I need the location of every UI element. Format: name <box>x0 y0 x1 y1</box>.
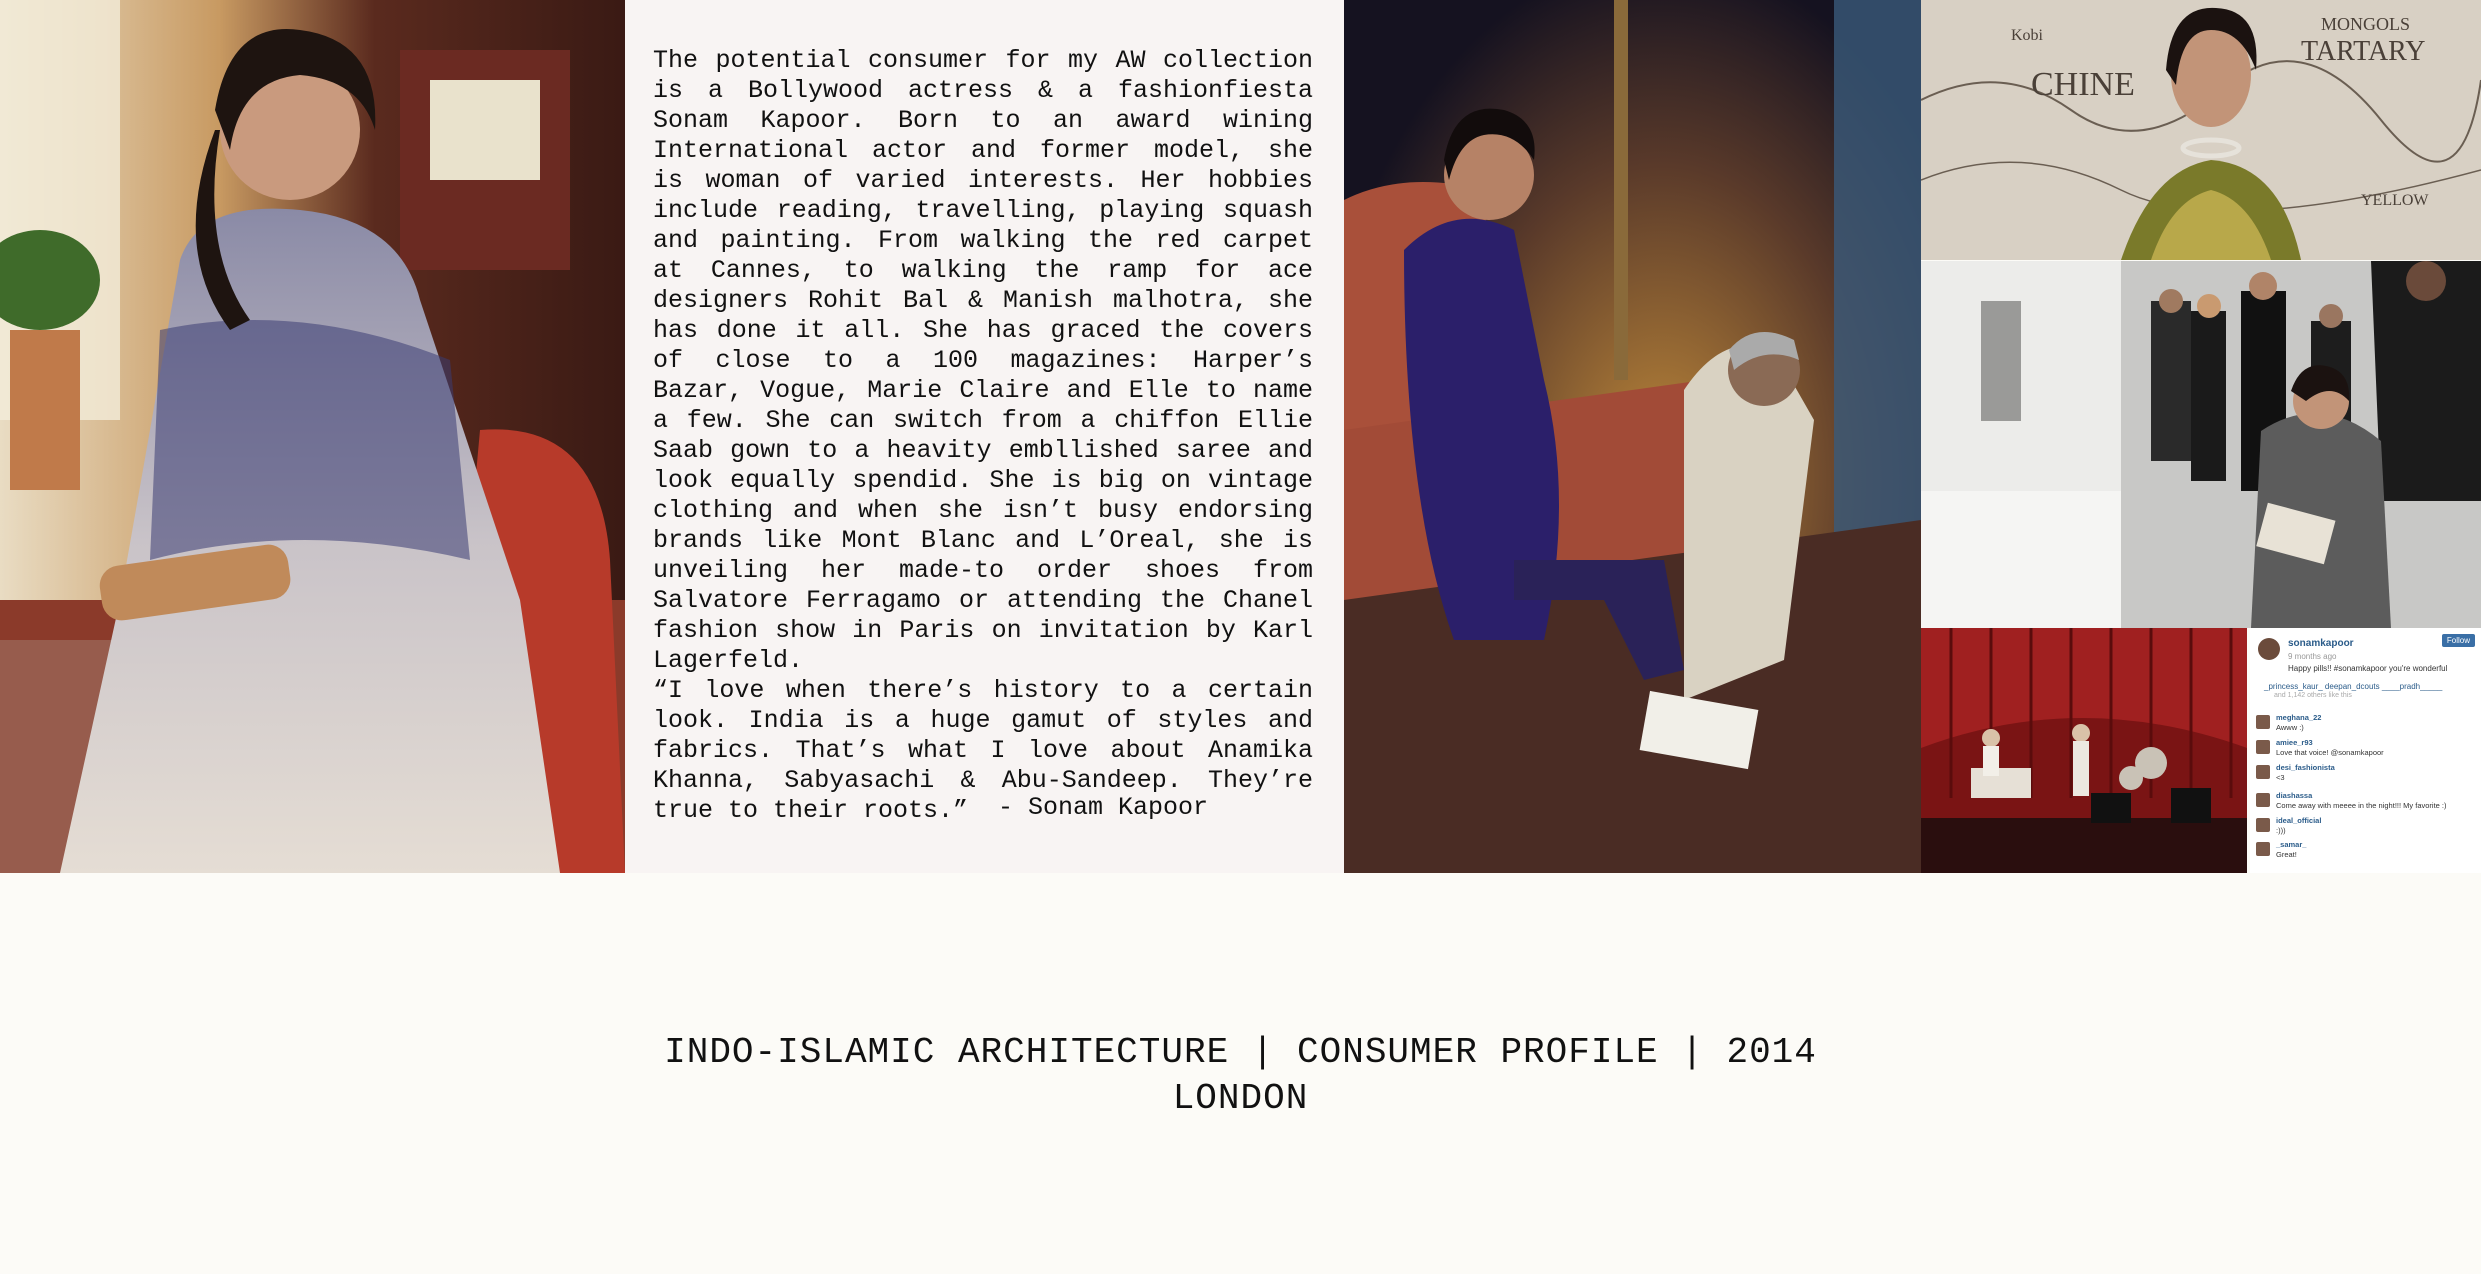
map-label-mongols: MONGOLS <box>2321 14 2411 34</box>
comment-text: :))) <box>2276 826 2286 835</box>
instagram-time: 9 months ago <box>2288 652 2337 661</box>
photo-shoe-fitting <box>1344 0 1921 873</box>
comment-text: Love that voice! @sonamkapoor <box>2276 748 2384 757</box>
photo-map-portrait <box>1921 0 2481 260</box>
comment-text: Awww :) <box>2276 723 2304 732</box>
comment-username: meghana_22 <box>2276 713 2322 722</box>
comment-text: <3 <box>2276 773 2285 782</box>
footer-line-2: LONDON <box>1172 1078 1309 1119</box>
photo-concert-stage <box>1921 628 2247 873</box>
avatar <box>2256 715 2270 729</box>
instagram-comment <box>2256 816 2476 840</box>
comment-text: Great! <box>2276 850 2297 859</box>
instagram-comment <box>2256 713 2476 737</box>
avatar <box>2256 842 2270 856</box>
footer-title <box>0 1030 2481 1122</box>
instagram-post <box>2250 628 2481 873</box>
instagram-caption: Happy pills!! #sonamkapoor you're wonderful <box>2288 664 2448 673</box>
instagram-likes: _princess_kaur_ deepan_dcouts ____pradh_____ <box>2264 682 2443 691</box>
bio-attribution: - Sonam Kapoor <box>998 793 1209 822</box>
comment-username: diashassa <box>2276 791 2313 800</box>
map-label-kobi: Kobi <box>2011 27 2043 44</box>
instagram-header <box>2256 634 2475 674</box>
comment-text: Come away with meeee in the night!!! My favorite :) <box>2276 801 2447 810</box>
instagram-comment <box>2256 840 2476 864</box>
instagram-comment <box>2256 763 2476 787</box>
bio-panel <box>625 0 1344 873</box>
avatar <box>2258 638 2280 660</box>
instagram-comment <box>2256 791 2476 815</box>
avatar <box>2256 818 2270 832</box>
footer-line-1: INDO-ISLAMIC ARCHITECTURE | CONSUMER PROFILE | 2014 <box>664 1032 1817 1073</box>
avatar <box>2256 765 2270 779</box>
map-label-tartary: TARTARY <box>2301 36 2426 67</box>
instagram-comment <box>2256 738 2476 762</box>
instagram-username: sonamkapoor <box>2288 638 2354 649</box>
follow-button: Follow <box>2442 634 2475 647</box>
avatar <box>2256 740 2270 754</box>
instagram-likes-more: and 1,142 others like this <box>2274 692 2352 699</box>
photo-event-crowd <box>1921 261 2481 628</box>
comment-username: desi_fashionista <box>2276 763 2335 772</box>
bio-text <box>653 46 1313 826</box>
comment-username: ideal_official <box>2276 816 2322 825</box>
bio-quote: “I love when there’s history to a certain look. India is a huge gamut of styles and fabrics. That’s what I love about Anamika Khanna, Sabyasachi & Abu-Sandeep. They’re true to their roots.” <box>653 676 1313 825</box>
map-label-chine: CHINE <box>2031 66 2135 103</box>
comment-username: _samar_ <box>2276 840 2307 849</box>
comment-username: amiee_r93 <box>2276 738 2313 747</box>
avatar <box>2256 793 2270 807</box>
map-label-yellow: YELLOW <box>2361 192 2429 209</box>
photo-sonam-saree <box>0 0 625 873</box>
bio-paragraph: The potential consumer for my AW collection is a Bollywood actress & a fashionfiesta Sonam Kapoor. Born to an award wining International actor and former model, she is woman of varied interests. Her hobbies include reading, travelling, playing squash and painting. From walking the red carpet at Cannes, to walking the ramp for ace designers Rohit Bal & Manish malhotra, she has done it all. She has graced the covers of close to a 100 magazines: Harper’s Bazar, Vogue, Marie Claire and Elle to name a few. She can switch from a chiffon Ellie Saab gown to a heavity embllished saree and look equally spendid. She is big on vintage clothing and when she isn’t busy endorsing brands like Mont Blanc and L’Oreal, she is unveiling her made-to order shoes from Salvatore Ferragamo or attending the Chanel fashion show in Paris on invitation by Karl Lagerfeld. <box>653 46 1313 675</box>
